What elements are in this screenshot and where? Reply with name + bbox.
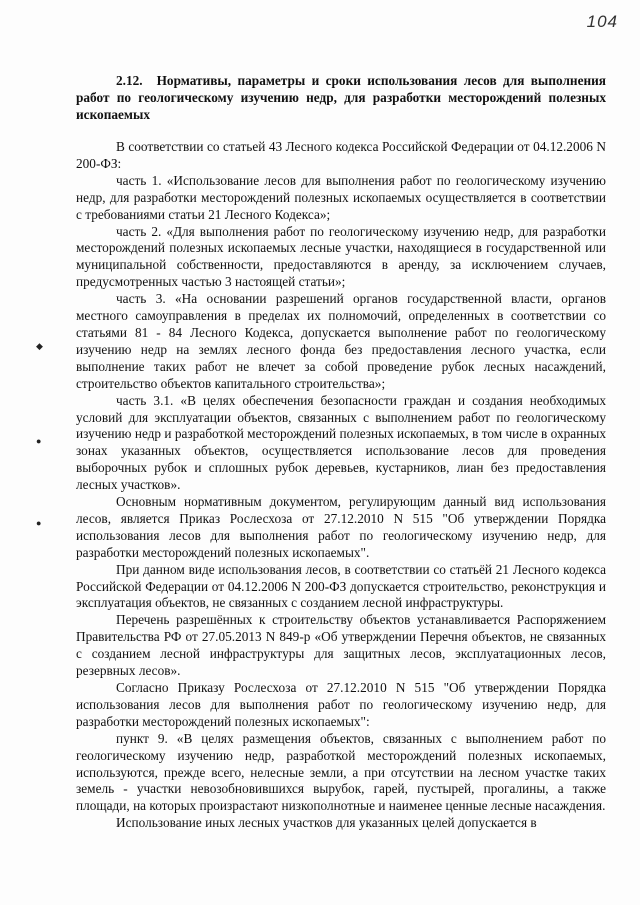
margin-dot: ◆ bbox=[36, 341, 43, 351]
paragraph-point-9: пункт 9. «В целях размещения объектов, связанных с выполнением работ по геологическому изучению недр, разработкой месторождений полезных ископаемых, используются, прежде всего, нелесные земли, а при отсутствии на лесном участке таких земель - участки невозобновившихся вырубок, гарей, пустырей, прогалины, а также площади, на которых произрастают низкополнотные и наименее ценные лесные насаждения. bbox=[76, 730, 606, 814]
margin-dot: ● bbox=[36, 518, 42, 528]
section-title: Нормативы, параметры и сроки использования лесов для выполнения работ по геологическому изучению недр, для разработки месторождений полезных ископаемых bbox=[76, 73, 606, 122]
paragraph-part-3-1: часть 3.1. «В целях обеспечения безопасности граждан и создания необходимых условий для эксплуатации объектов, связанных с выполнением работ по геологическому изучению недр и разработкой месторождений полезных ископаемых, в том числе в охранных зонах указанных объектов, осуществляется использование лесов для проведения выборочных рубок и сплошных рубок деревьев, кустарников, лиан без предоставления лесных участков». bbox=[76, 392, 606, 493]
document-content bbox=[76, 72, 606, 832]
paragraph-other-plots: Использование иных лесных участков для указанных целей допускается в bbox=[116, 815, 537, 831]
section-number: 2.12. bbox=[116, 73, 143, 88]
paragraph-part-3: часть 3. «На основании разрешений органов государственной власти, органов местного самоуправления в пределах их полномочий, определенных в соответствии со статьями 81 - 84 Лесного Кодекса, допускается выполнение работ по геологическому изучению недр на землях лесного фонда без предоставления лесного участка, если выполнение таких работ не влечет за собой проведение рубок лесных насаждений, строительство объектов капитального строительства»; bbox=[76, 291, 606, 391]
section-heading bbox=[76, 72, 606, 123]
handwritten-page-number: 104 bbox=[586, 12, 618, 31]
paragraph-main-document: Основным нормативным документом, регулирующим данный вид использования лесов, является Приказ Рослесхоза от 27.12.2010 N 515 "Об утверждении Порядка использования лесов для выполнения работ по геологическому изучению недр, для разработки месторождений полезных ископаемых". bbox=[76, 494, 606, 560]
paragraph-allowed-construction: При данном виде использования лесов, в соответствии со статьёй 21 Лесного кодекса Российской Федерации от 04.12.2006 N 200-ФЗ допускается строительство, реконструкция и эксплуатация объектов, не связанных с созданием лесной инфраструктуры. bbox=[76, 561, 606, 611]
paragraph-part-1: часть 1. «Использование лесов для выполнения работ по геологическому изучению недр, для разработки месторождений полезных ископаемых осуществляется в соответствии с требованиями статьи 21 Лесного Кодекса»; bbox=[76, 172, 606, 222]
document-body bbox=[76, 139, 606, 832]
paragraph-order-reference: Согласно Приказу Рослесхоза от 27.12.2010 N 515 "Об утверждении Порядка использования лесов для выполнения работ по геологическому изучению недр, для разработки месторождений полезных ископаемых": bbox=[76, 680, 606, 729]
margin-dot: ● bbox=[36, 436, 42, 446]
paragraph-part-2: часть 2. «Для выполнения работ по геологическому изучению недр, для разработки месторождений полезных ископаемых лесные участки, находящиеся в государственной или муниципальной собственности, предоставляются в аренду, за исключением случаев, предусмотренных частью 3 настоящей статьи»; bbox=[76, 223, 606, 290]
paragraph-objects-list: Перечень разрешённых к строительству объектов устанавливается Распоряжением Правительства РФ от 27.05.2013 N 849-р «Об утверждении Перечня объектов, не связанных с созданием лесной инфраструктуры для защитных лесов, эксплуатационных лесов, резервных лесов». bbox=[76, 612, 606, 679]
paragraph-intro: В соответствии со статьей 43 Лесного кодекса Российской Федерации от 04.12.2006 N 200-ФЗ: bbox=[76, 139, 606, 171]
